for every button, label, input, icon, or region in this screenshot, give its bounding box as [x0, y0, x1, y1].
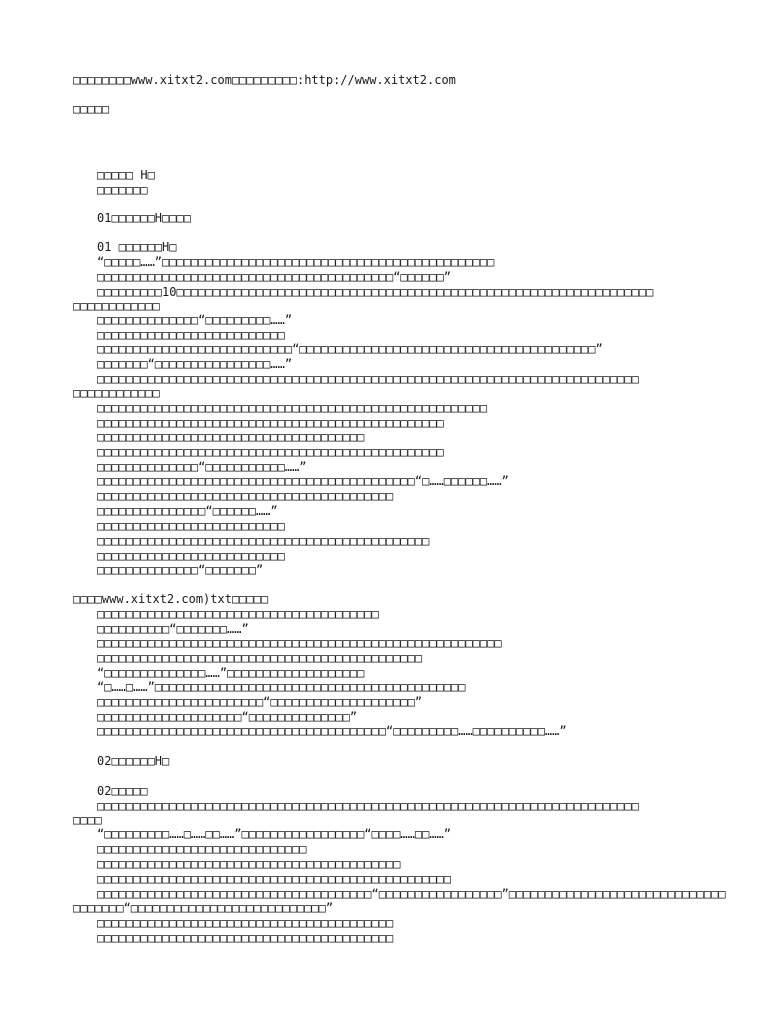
text-line: □□□□□□□□□□□□□□□□□□□□□□□□□□□□□: [97, 842, 307, 856]
text-line: □□□□□□□: [97, 183, 148, 197]
text-line: 02□□□□□: [97, 784, 148, 798]
text-line: □□□□□□□□□□□□: [73, 386, 160, 400]
text-line: □□□□□□□□□□□□□□□□□□□□□□□□□□□□□□□□□□□□□□□□□□: [97, 857, 401, 871]
text-line: □□□□□□□□□□□□□□□□□□□□□□□□□□□□□□□□□□□□□□□□□□□□□□□□: [97, 445, 444, 459]
header-subtitle-line: □□□□□: [73, 102, 110, 116]
text-line: □□□□□□□□□□□□□□□□□□□□□□□□□□□□□□□□□□□□□□□: [97, 607, 379, 621]
text-line: □□□□□□□□□□□□□□“□□□□□□□□□□□……”: [97, 460, 307, 474]
text-line: □□□□□□□□□□□□□□□□□□□□□□□□□□□□□□□□□□□□□□□□□□□□□□□□□□□□□□□□□□□□□□□□□□□□□□□□□□□: [97, 372, 639, 386]
text-line: □□□□□□□□□□□□□□□□□□□□□□□□□□□□□□□□□□□□□□□□□□□□□□□□□□□□□□□□□□□□□□□□□□□□□□□□□□□: [97, 799, 639, 813]
text-line: □□□□□□□□□□□□□□□□□□□□□□□□□□□□□□□□□□□□□: [97, 430, 365, 444]
text-line: “□□□□□□□□□□□□□□……”□□□□□□□□□□□□□□□□□□□: [97, 666, 365, 680]
text-line: □□□□□□□□□□□□□□□□□□□□□□□□□□□□□□□□□□□□□□□□□□□□□□□□: [97, 416, 444, 430]
text-line: □□□□□□□□□□□□□□□□□□□□□□□□□□□□□□□□□□□□□□□□□□□□□□□□□□□□□□: [97, 401, 488, 415]
text-line: □□□□□□□□□□□□□□□□□□□□“□□□□□□□□□□□□□□”: [97, 710, 358, 724]
text-line: □□□□□□□□□□□□□□□□□□□□□□□□□□□□□□□□□□□□□□□□□□□□“□……□□□□□□……”: [97, 474, 509, 488]
text-line: “□□□□□□□□□……□……□□……”□□□□□□□□□□□□□□□□□“□□□□……□□……”: [97, 827, 452, 841]
text-line: □□□□□□□□□□□□□□□“□□□□□□……”: [97, 504, 278, 518]
text-line: □□□□□□□□□□□□□□□□□□□□□□□“□□□□□□□□□□□□□□□□□□□□”: [97, 695, 423, 709]
text-line: □□□□: [73, 813, 102, 827]
text-line: □□□□www.xitxt2.com)txt□□□□□: [73, 592, 269, 606]
text-line: □□□□□□□□□□□□□□□□□□□□□□□□□□□“□□□□□□□□□□□□□□□□□□□□□□□□□□□□□□□□□□□□□□□□□”: [97, 342, 603, 356]
text-line: □□□□□□□□□□□□□□□□□□□□□□□□□□□□□□□□□□□□□□□□□□□□□: [97, 651, 423, 665]
header-source-line: □□□□□□□□www.xitxt2.com□□□□□□□□□:http://www.xitxt2.com: [73, 73, 456, 87]
text-line: □□□□□□□□□□□□□□□□□□□□□□□□□□□□□□□□□□□□□□□□“□□□□□□□□□……□□□□□□□□□□……”: [97, 724, 567, 738]
text-line: □□□□□□□□□□□□: [73, 299, 160, 313]
text-line: □□□□□ H□: [97, 168, 155, 182]
text-line: □□□□□□□□□□□□□□□□□□□□□□□□□□□□□□□□□□□□□□□□□□□□□□: [97, 534, 430, 548]
text-line: 02□□□□□□H□: [97, 754, 170, 768]
text-line: “□□□□□……”□□□□□□□□□□□□□□□□□□□□□□□□□□□□□□□□□□□□□□□□□□□□□□: [97, 255, 495, 269]
text-line: □□□□□□□□□10□□□□□□□□□□□□□□□□□□□□□□□□□□□□□□□□□□□□□□□□□□□□□□□□□□□□□□□□□□□□□□□□□□: [97, 285, 654, 299]
text-line: □□□□□□□□□□□□□□□□□□□□□□□□□□□□□□□□□□□□□□□□□: [97, 916, 394, 930]
text-line: □□□□□□□□□□□□□□□□□□□□□□□□□□□□□□□□□□□□□□□□□□□□□□□□□□□□□□□□: [97, 636, 502, 650]
text-line: □□□□□□□□□□□□□□□□□□□□□□□□□□□□□□□□□□□□□□□□□“□□□□□□”: [97, 270, 452, 284]
text-line: □□□□□□□□□□□□□□□□□□□□□□□□□□: [97, 328, 285, 342]
text-line: □□□□□□□□□□□□□□□□□□□□□□□□□□□□□□□□□□□□□□“□□□□□□□□□□□□□□□□□”□□□□□□□□□□□□□□□□□□□□□□□□□□□□□□: [97, 887, 726, 901]
text-line: □□□□□□□□□□□□□□□□□□□□□□□□□□□□□□□□□□□□□□□□□: [97, 931, 394, 945]
text-line: □□□□□□□“□□□□□□□□□□□□□□□□……”: [97, 357, 293, 371]
text-line: 01 □□□□□□H□: [97, 240, 177, 254]
text-line: □□□□□□□□□□□□□□□□□□□□□□□□□□: [97, 549, 285, 563]
text-line: □□□□□□□□□□□□□□□□□□□□□□□□□□: [97, 519, 285, 533]
text-line: “□……□……”□□□□□□□□□□□□□□□□□□□□□□□□□□□□□□□□□□□□□□□□□□□: [97, 680, 466, 694]
text-line: □□□□□□□□□□□□□□□□□□□□□□□□□□□□□□□□□□□□□□□□□□□□□□□□□: [97, 872, 452, 886]
text-line: □□□□□□□“□□□□□□□□□□□□□□□□□□□□□□□□□□□”: [73, 901, 334, 915]
text-line: □□□□□□□□□□□□□□“□□□□□□□□□……”: [97, 313, 293, 327]
text-line: □□□□□□□□□□□□□□□□□□□□□□□□□□□□□□□□□□□□□□□□□: [97, 489, 394, 503]
text-line: □□□□□□□□□□□□□□“□□□□□□□”: [97, 563, 264, 577]
text-line: □□□□□□□□□□“□□□□□□□……”: [97, 622, 249, 636]
text-line: 01□□□□□□H□□□□: [97, 211, 191, 225]
